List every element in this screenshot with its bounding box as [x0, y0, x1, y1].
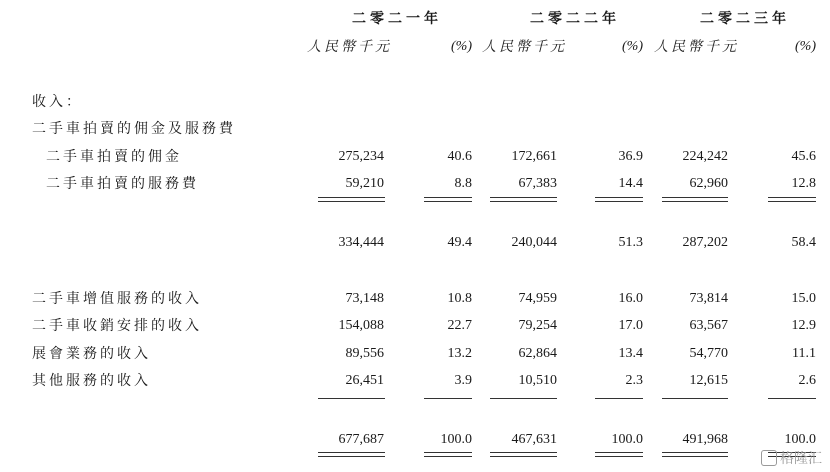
gelonghui-logo-icon — [761, 450, 777, 466]
group-label-auction: 二手車拍賣的佣金及服務費 — [32, 121, 236, 137]
total-2021-pct: 100.0 — [440, 432, 472, 447]
subtotal-rule-2022-pct — [595, 197, 643, 202]
subtotal-rule-2021-amount — [318, 197, 385, 202]
row-label: 二手車拍賣的佣金 — [46, 149, 182, 165]
value-2023-pct: 15.0 — [791, 291, 816, 306]
row-label: 二手車拍賣的服務費 — [46, 176, 199, 192]
value-2022-amount: 172,661 — [511, 149, 557, 164]
value-2022-pct: 2.3 — [625, 373, 643, 388]
total-rule-2022-pct — [595, 398, 643, 399]
value-2021-pct: 8.8 — [454, 176, 472, 191]
subtotal-2021-pct: 49.4 — [447, 235, 472, 250]
value-2022-pct: 17.0 — [618, 318, 643, 333]
year-header-2023: 二零二三年 — [700, 11, 790, 27]
subtotal-rule-2022-amount — [490, 197, 557, 202]
value-2023-pct: 11.1 — [792, 346, 816, 361]
value-2021-pct: 10.8 — [447, 291, 472, 306]
row-label: 二手車收銷安排的收入 — [32, 318, 202, 334]
row-label: 展會業務的收入 — [32, 346, 151, 362]
section-label-revenue: 收入： — [32, 94, 83, 110]
value-2021-amount: 275,234 — [338, 149, 384, 164]
subtotal-2021-amount: 334,444 — [338, 235, 384, 250]
value-2022-amount: 74,959 — [518, 291, 557, 306]
total-2022-amount: 467,631 — [511, 432, 557, 447]
value-2023-amount: 63,567 — [689, 318, 728, 333]
total-2021-amount: 677,687 — [338, 432, 384, 447]
subtotal-2023-amount: 287,202 — [682, 235, 728, 250]
value-2023-amount: 12,615 — [689, 373, 728, 388]
subtotal-2023-pct: 58.4 — [791, 235, 816, 250]
total-rule-2021-pct — [424, 398, 472, 399]
value-2021-amount: 89,556 — [345, 346, 384, 361]
value-2022-pct: 14.4 — [618, 176, 643, 191]
grand-total-rule-2021-amount — [318, 452, 385, 457]
value-2022-amount: 10,510 — [518, 373, 557, 388]
watermark — [761, 448, 822, 468]
value-2021-amount: 26,451 — [345, 373, 384, 388]
grand-total-rule-2022-pct — [595, 452, 643, 457]
value-2021-amount: 59,210 — [345, 176, 384, 191]
watermark-text: 格隆汇 — [780, 451, 822, 467]
value-2023-pct: 45.6 — [791, 149, 816, 164]
value-2021-pct: 22.7 — [447, 318, 472, 333]
value-2022-pct: 36.9 — [618, 149, 643, 164]
subtotal-rule-2021-pct — [424, 197, 472, 202]
total-rule-2021-amount — [318, 398, 385, 399]
value-2022-pct: 13.4 — [618, 346, 643, 361]
value-2023-amount: 62,960 — [689, 176, 728, 191]
value-2022-amount: 79,254 — [518, 318, 557, 333]
grand-total-rule-2021-pct — [424, 452, 472, 457]
total-2023-amount: 491,968 — [682, 432, 728, 447]
total-rule-2022-amount — [490, 398, 557, 399]
subtotal-rule-2023-pct — [768, 197, 816, 202]
value-2023-pct: 12.9 — [791, 318, 816, 333]
total-2022-pct: 100.0 — [611, 432, 643, 447]
pct-header-2022: (%) — [622, 39, 643, 54]
subtotal-rule-2023-amount — [662, 197, 728, 202]
value-2023-amount: 54,770 — [689, 346, 728, 361]
value-2021-pct: 40.6 — [447, 149, 472, 164]
value-2022-pct: 16.0 — [618, 291, 643, 306]
value-2021-amount: 73,148 — [345, 291, 384, 306]
row-label: 二手車增值服務的收入 — [32, 291, 202, 307]
subtotal-2022-pct: 51.3 — [618, 235, 643, 250]
year-header-2022: 二零二二年 — [530, 11, 620, 27]
value-2021-pct: 13.2 — [447, 346, 472, 361]
value-2023-amount: 73,814 — [689, 291, 728, 306]
subtotal-2022-amount: 240,044 — [511, 235, 557, 250]
currency-header-2022: 人民幣千元 — [482, 39, 567, 55]
value-2023-pct: 12.8 — [791, 176, 816, 191]
row-label: 其他服務的收入 — [32, 373, 151, 389]
value-2022-amount: 67,383 — [518, 176, 557, 191]
pct-header-2021: (%) — [451, 39, 472, 54]
value-2022-amount: 62,864 — [518, 346, 557, 361]
value-2021-pct: 3.9 — [454, 373, 472, 388]
currency-header-2023: 人民幣千元 — [654, 39, 739, 55]
grand-total-rule-2023-amount — [662, 452, 728, 457]
total-2023-pct: 100.0 — [784, 432, 816, 447]
total-rule-2023-pct — [768, 398, 816, 399]
value-2023-amount: 224,242 — [682, 149, 728, 164]
pct-header-2023: (%) — [795, 39, 816, 54]
grand-total-rule-2022-amount — [490, 452, 557, 457]
year-header-2021: 二零二一年 — [352, 11, 442, 27]
value-2023-pct: 2.6 — [798, 373, 816, 388]
currency-header-2021: 人民幣千元 — [307, 39, 392, 55]
value-2021-amount: 154,088 — [338, 318, 384, 333]
total-rule-2023-amount — [662, 398, 728, 399]
